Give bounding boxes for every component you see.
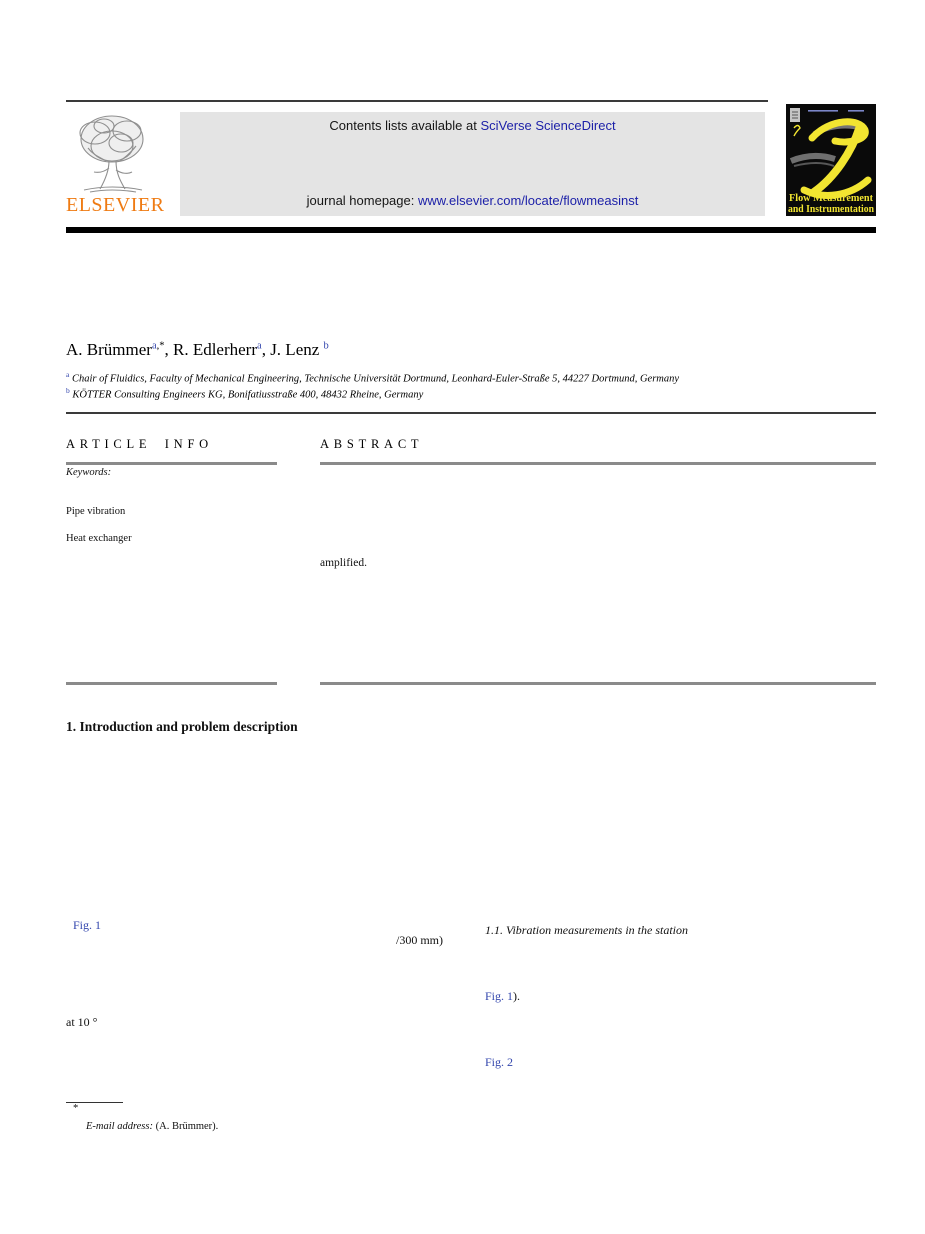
fig1-reference-suffix: ). xyxy=(513,989,521,1003)
article-info-heading: ARTICLE INFO xyxy=(66,437,213,451)
author-1-affil-sup: a xyxy=(151,340,157,352)
affiliation-a-marker: a xyxy=(66,370,70,379)
article-info-underline xyxy=(66,462,277,465)
elsevier-logo xyxy=(66,112,165,217)
section-1-heading: 1. Introduction and problem description xyxy=(66,719,298,734)
keyword-item: Heat exchanger xyxy=(66,533,132,544)
journal-header-box xyxy=(180,112,765,216)
author-line xyxy=(66,340,329,360)
footnote-marker: * xyxy=(73,1103,79,1114)
author-separator-2: , xyxy=(261,340,271,359)
abstract-text-fragment: amplified. xyxy=(320,557,367,569)
elsevier-wordmark: ELSEVIER xyxy=(66,194,165,216)
journal-cover-thumbnail xyxy=(786,104,876,216)
elsevier-tree-icon xyxy=(66,112,158,194)
journal-homepage-link[interactable]: www.elsevier.com/locate/flowmeasinst xyxy=(417,193,639,208)
abstract-bottom-rule xyxy=(320,682,876,685)
author-separator: , xyxy=(164,340,173,359)
fig1-reference-left[interactable]: Fig. 1 xyxy=(73,918,102,932)
text-fragment-300mm: /300 mm) xyxy=(396,933,443,947)
email-address-rest: (A. Brümmer). xyxy=(152,1121,219,1132)
author-2-affil-sup: a xyxy=(257,340,262,352)
cover-title-line2: and Instrumentation xyxy=(788,203,874,215)
fig1-reference-right-line xyxy=(485,989,520,1004)
article-info-top-rule xyxy=(66,412,876,414)
text-fragment-at10deg: at 10 ° xyxy=(66,1015,98,1029)
header-top-rule xyxy=(66,100,768,102)
contents-prefix: Contents lists available at xyxy=(329,118,481,133)
author-3-affil-sup: b xyxy=(323,340,329,352)
subsection-1-1-heading: 1.1. Vibration measurements in the station xyxy=(485,923,688,937)
abstract-heading: ABSTRACT xyxy=(320,437,424,451)
keyword-item: Pipe vibration xyxy=(66,506,126,517)
contents-line xyxy=(180,118,765,133)
sciverse-sciencedirect-link[interactable]: SciVerse ScienceDirect xyxy=(480,118,616,133)
affiliation-b-text: KÖTTER Consulting Engineers KG, Bonifatiusstraße 400, 48432 Rheine, Germany xyxy=(72,389,424,401)
abstract-underline xyxy=(320,462,876,465)
header-black-bar xyxy=(66,227,876,233)
affiliation-b-marker: b xyxy=(66,386,70,395)
footnote-email-line xyxy=(86,1121,218,1132)
author-2: R. Edlerherr xyxy=(172,340,258,359)
author-1: A. Brümmer xyxy=(66,340,152,359)
homepage-line xyxy=(180,193,765,208)
article-info-bottom-rule xyxy=(66,682,277,685)
author-1-corresp-sup[interactable]: ,* xyxy=(156,340,165,352)
keywords-label: Keywords: xyxy=(66,467,112,478)
affiliation-a-text: Chair of Fluidics, Faculty of Mechanical Engineering, Technische Universität Dortmund, Leonhard-Euler-Straße 5, 44227 Dortmund, Germany xyxy=(71,373,680,385)
fig2-reference[interactable]: Fig. 2 xyxy=(485,1055,514,1069)
affiliation-b xyxy=(66,386,423,401)
fig1-reference-right[interactable]: Fig. 1 xyxy=(485,989,514,1003)
cover-title-line1: Flow Measurement xyxy=(789,192,874,204)
homepage-prefix: journal homepage: xyxy=(306,193,418,208)
author-3: J. Lenz xyxy=(270,340,320,359)
email-address-label: E-mail address: xyxy=(86,1121,153,1132)
affiliation-a xyxy=(66,370,679,385)
